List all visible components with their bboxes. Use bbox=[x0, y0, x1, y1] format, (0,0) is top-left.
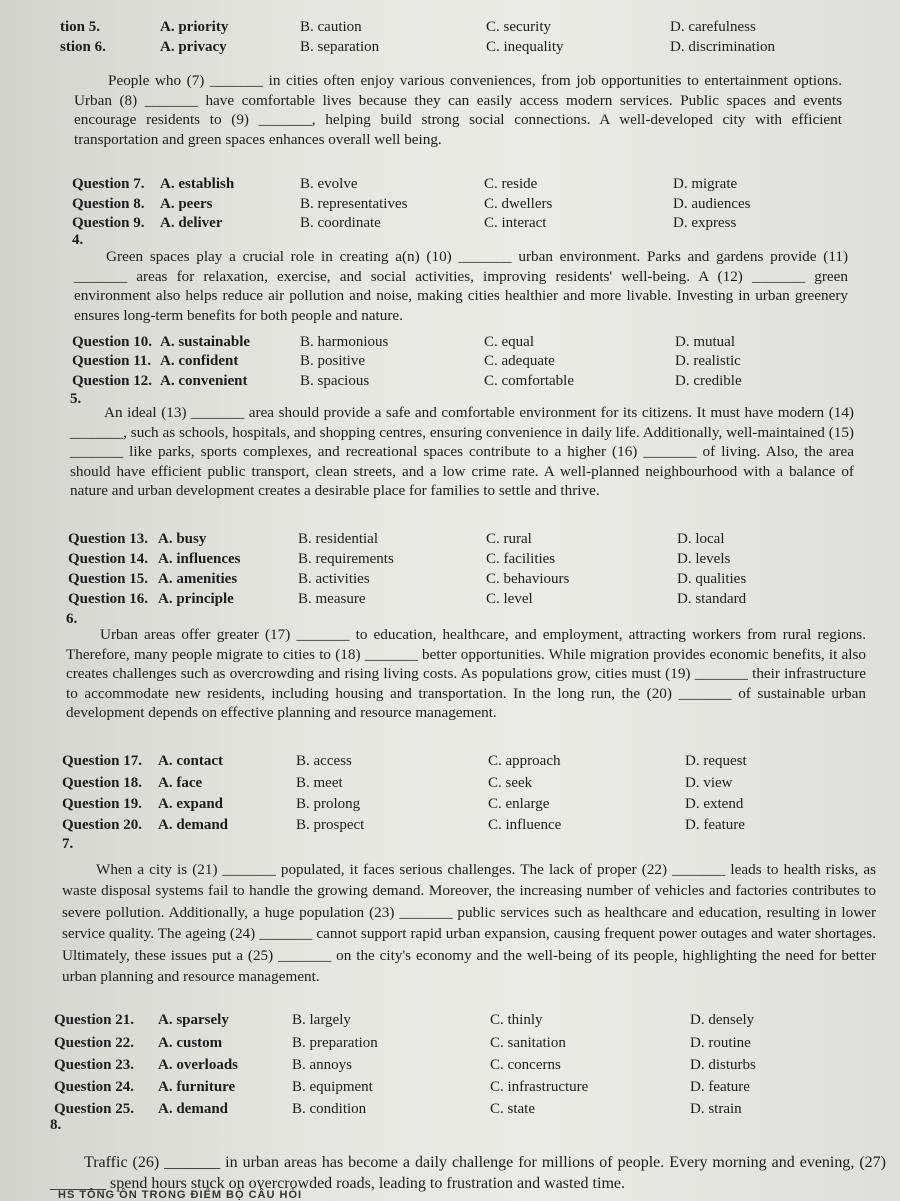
option-c[interactable]: C. comfortable bbox=[484, 373, 574, 389]
option-b[interactable]: B. access bbox=[296, 753, 352, 769]
option-b[interactable]: B. preparation bbox=[292, 1035, 378, 1051]
option-c[interactable]: C. rural bbox=[486, 531, 532, 547]
option-d[interactable]: D. feature bbox=[685, 817, 745, 833]
option-c[interactable]: C. influence bbox=[488, 817, 562, 833]
option-d[interactable]: D. extend bbox=[685, 796, 744, 812]
option-b[interactable]: B. caution bbox=[300, 19, 362, 35]
option-d[interactable]: D. routine bbox=[690, 1035, 751, 1051]
option-b[interactable]: B. coordinate bbox=[300, 215, 381, 231]
question-label: Question 13. bbox=[68, 531, 149, 547]
option-b[interactable]: B. prolong bbox=[296, 796, 361, 812]
option-a[interactable]: A. influences bbox=[158, 551, 241, 567]
question-label: stion 6. bbox=[60, 39, 106, 55]
option-d[interactable]: D. mutual bbox=[675, 334, 735, 350]
question-label: Question 21. bbox=[54, 1012, 135, 1028]
option-c[interactable]: C. facilities bbox=[486, 551, 556, 567]
passage-6-text: Urban areas offer greater (17) _______ to education, healthcare, and employment, attracting workers from rural regions. Therefore, many people migrate to cities to (18) _______ better opportunities. While migration provides economic benefits, it also creates challenges such as overcrowding and rising living costs. As populations grow, cities must (19) _______ their infrastructure to accommodate new residents, including housing and transportation. In the long run, the (20) _______ of sustainable urban development depends on effective planning and resource management. bbox=[66, 626, 866, 722]
passage-7 bbox=[62, 859, 876, 987]
passage-4 bbox=[74, 247, 848, 325]
option-a[interactable]: A. contact bbox=[158, 753, 223, 769]
option-a[interactable]: A. peers bbox=[160, 196, 213, 212]
option-a[interactable]: A. sparsely bbox=[158, 1012, 229, 1028]
option-a[interactable]: A. furniture bbox=[158, 1079, 236, 1095]
question-label: Question 16. bbox=[68, 591, 149, 607]
option-d[interactable]: D. standard bbox=[677, 591, 747, 607]
section-number-7: 7. bbox=[62, 836, 74, 852]
option-c[interactable]: C. infrastructure bbox=[490, 1079, 589, 1095]
question-label: Question 23. bbox=[54, 1057, 135, 1073]
option-a[interactable]: A. principle bbox=[158, 591, 234, 607]
question-label: Question 14. bbox=[68, 551, 149, 567]
option-d[interactable]: D. credible bbox=[675, 373, 742, 389]
option-c[interactable]: C. security bbox=[486, 19, 551, 35]
option-a[interactable]: A. custom bbox=[158, 1035, 223, 1051]
option-a[interactable]: A. expand bbox=[158, 796, 224, 812]
option-b[interactable]: B. prospect bbox=[296, 817, 365, 833]
passage-5-text: An ideal (13) _______ area should provide a safe and comfortable environment for its citizens. It must have modern (14) _______, such as schools, hospitals, and shopping centres, ensuring convenience in daily life. Additionally, well-maintained (15) _______ like parks, sports complexes, and recreational spaces contribute to a higher (16) _______ of living. Also, the area should have efficient public transport, clean streets, and a low crime rate. A well-planned neighbourhood with a balance of nature and urban development creates a desirable place for families to settle and thrive. bbox=[70, 404, 854, 500]
option-b[interactable]: B. condition bbox=[292, 1101, 367, 1117]
option-d[interactable]: D. strain bbox=[690, 1101, 742, 1117]
option-b[interactable]: B. equipment bbox=[292, 1079, 373, 1095]
option-c[interactable]: C. behaviours bbox=[486, 571, 570, 587]
passage-6 bbox=[66, 625, 866, 723]
option-c[interactable]: C. adequate bbox=[484, 353, 555, 369]
option-a[interactable]: A. priority bbox=[160, 19, 229, 35]
question-label: Question 24. bbox=[54, 1079, 135, 1095]
option-c[interactable]: C. level bbox=[486, 591, 533, 607]
option-c[interactable]: C. state bbox=[490, 1101, 535, 1117]
passage-8 bbox=[50, 1152, 886, 1194]
option-a[interactable]: A. demand bbox=[158, 817, 229, 833]
option-b[interactable]: B. separation bbox=[300, 39, 380, 55]
option-b[interactable]: B. positive bbox=[300, 353, 366, 369]
option-d[interactable]: D. densely bbox=[690, 1012, 755, 1028]
option-a[interactable]: A. face bbox=[158, 775, 203, 791]
section-number-6: 6. bbox=[66, 611, 78, 627]
option-a[interactable]: A. establish bbox=[160, 176, 235, 192]
option-c[interactable]: C. concerns bbox=[490, 1057, 561, 1073]
option-d[interactable]: D. levels bbox=[677, 551, 731, 567]
option-d[interactable]: D. realistic bbox=[675, 353, 741, 369]
option-a[interactable]: A. deliver bbox=[160, 215, 223, 231]
question-label: Question 9. bbox=[72, 215, 145, 231]
option-a[interactable]: A. busy bbox=[158, 531, 207, 547]
option-a[interactable]: A. amenities bbox=[158, 571, 238, 587]
option-a[interactable]: A. convenient bbox=[160, 373, 248, 389]
option-a[interactable]: A. privacy bbox=[160, 39, 227, 55]
option-c[interactable]: C. inequality bbox=[486, 39, 564, 55]
option-b[interactable]: B. residential bbox=[298, 531, 378, 547]
option-d[interactable]: D. disturbs bbox=[690, 1057, 756, 1073]
question-label: Question 20. bbox=[62, 817, 143, 833]
passage-3-text: People who (7) _______ in cities often enjoy various conveniences, from job opportunities to entertainment options. Urban (8) _______ have comfortable lives because they can easily access modern services. Public spaces and events encourage residents to (9) _______, helping build strong social connections. A well-developed city with efficient transportation and green spaces enhances overall well being. bbox=[74, 72, 842, 148]
option-b[interactable]: B. annoys bbox=[292, 1057, 352, 1073]
question-label: Question 22. bbox=[54, 1035, 135, 1051]
question-label: Question 17. bbox=[62, 753, 143, 769]
question-label: Question 10. bbox=[72, 334, 153, 350]
option-a[interactable]: A. confident bbox=[160, 353, 239, 369]
option-a[interactable]: A. demand bbox=[158, 1101, 229, 1117]
option-c[interactable]: C. dwellers bbox=[484, 196, 553, 212]
option-c[interactable]: C. thinly bbox=[490, 1012, 543, 1028]
option-d[interactable]: D. request bbox=[685, 753, 747, 769]
option-b[interactable]: B. largely bbox=[292, 1012, 351, 1028]
option-b[interactable]: B. evolve bbox=[300, 176, 358, 192]
option-c[interactable]: C. enlarge bbox=[488, 796, 550, 812]
option-d[interactable]: D. qualities bbox=[677, 571, 747, 587]
question-label: Question 25. bbox=[54, 1101, 135, 1117]
question-label: Question 15. bbox=[68, 571, 149, 587]
option-c[interactable]: C. seek bbox=[488, 775, 533, 791]
option-d[interactable]: D. audiences bbox=[673, 196, 751, 212]
option-c[interactable]: C. reside bbox=[484, 176, 538, 192]
option-d[interactable]: D. carefulness bbox=[670, 19, 756, 35]
option-d[interactable]: D. migrate bbox=[673, 176, 738, 192]
option-d[interactable]: D. express bbox=[673, 215, 737, 231]
option-b[interactable]: B. requirements bbox=[298, 551, 394, 567]
passage-7-text: When a city is (21) _______ populated, it faces serious challenges. The lack of proper (22) _______ leads to health risks, as waste disposal systems fail to handle the growing demand. Moreover, the increasing number of vehicles and factories contributes to severe pollution. Additionally, a huge population (23) _______ public services such as healthcare and education, resulting in lower service quality. The ageing (24) _______ cannot support rapid urban expansion, causing frequent power outages and water shortages. Ultimately, these issues put a (25) _______ on the city's economy and the well-being of its people, highlighting the need for better urban planning and resource management. bbox=[62, 861, 876, 986]
question-label: Question 8. bbox=[72, 196, 145, 212]
option-a[interactable]: A. sustainable bbox=[160, 334, 251, 350]
option-c[interactable]: C. interact bbox=[484, 215, 547, 231]
option-d[interactable]: D. view bbox=[685, 775, 733, 791]
option-b[interactable]: B. measure bbox=[298, 591, 366, 607]
footer-text: HS TÔNG ÔN TRONG ĐIỂM BỘ CÂU HỎI bbox=[58, 1189, 303, 1201]
passage-5 bbox=[70, 403, 854, 501]
question-label: tion 5. bbox=[60, 19, 101, 35]
passage-3 bbox=[74, 71, 842, 149]
option-a[interactable]: A. overloads bbox=[158, 1057, 238, 1073]
question-label: Question 12. bbox=[72, 373, 153, 389]
section-number-5: 5. bbox=[70, 391, 82, 407]
option-c[interactable]: C. sanitation bbox=[490, 1035, 566, 1051]
option-b[interactable]: B. representatives bbox=[300, 196, 408, 212]
option-b[interactable]: B. spacious bbox=[300, 373, 370, 389]
option-d[interactable]: D. local bbox=[677, 531, 725, 547]
passage-4-text: Green spaces play a crucial role in creating a(n) (10) _______ urban environment. Parks and gardens provide (11) _______ areas for relaxation, exercise, and social activities, improving residents' well-being. A (12) _______ green environment also helps reduce air pollution and noise, making cities healthier and more livable. Investing in urban greenery ensures long-term benefits for both people and nature. bbox=[74, 248, 848, 324]
section-number-8: 8. bbox=[50, 1117, 62, 1133]
section-number-4: 4. bbox=[72, 232, 84, 248]
question-label: Question 11. bbox=[72, 353, 152, 369]
option-b[interactable]: B. harmonious bbox=[300, 334, 389, 350]
option-d[interactable]: D. feature bbox=[690, 1079, 750, 1095]
option-b[interactable]: B. meet bbox=[296, 775, 343, 791]
option-c[interactable]: C. equal bbox=[484, 334, 534, 350]
question-label: Question 7. bbox=[72, 176, 145, 192]
option-c[interactable]: C. approach bbox=[488, 753, 561, 769]
option-d[interactable]: D. discrimination bbox=[670, 39, 775, 55]
passage-8-text: Traffic (26) _______ in urban areas has become a daily challenge for millions of people. Every morning and evening, (27) _______ spend hours stuck on overcrowded roads, leading to frustration and wasted time. bbox=[50, 1154, 886, 1192]
option-b[interactable]: B. activities bbox=[298, 571, 370, 587]
question-label: Question 18. bbox=[62, 775, 143, 791]
question-label: Question 19. bbox=[62, 796, 143, 812]
